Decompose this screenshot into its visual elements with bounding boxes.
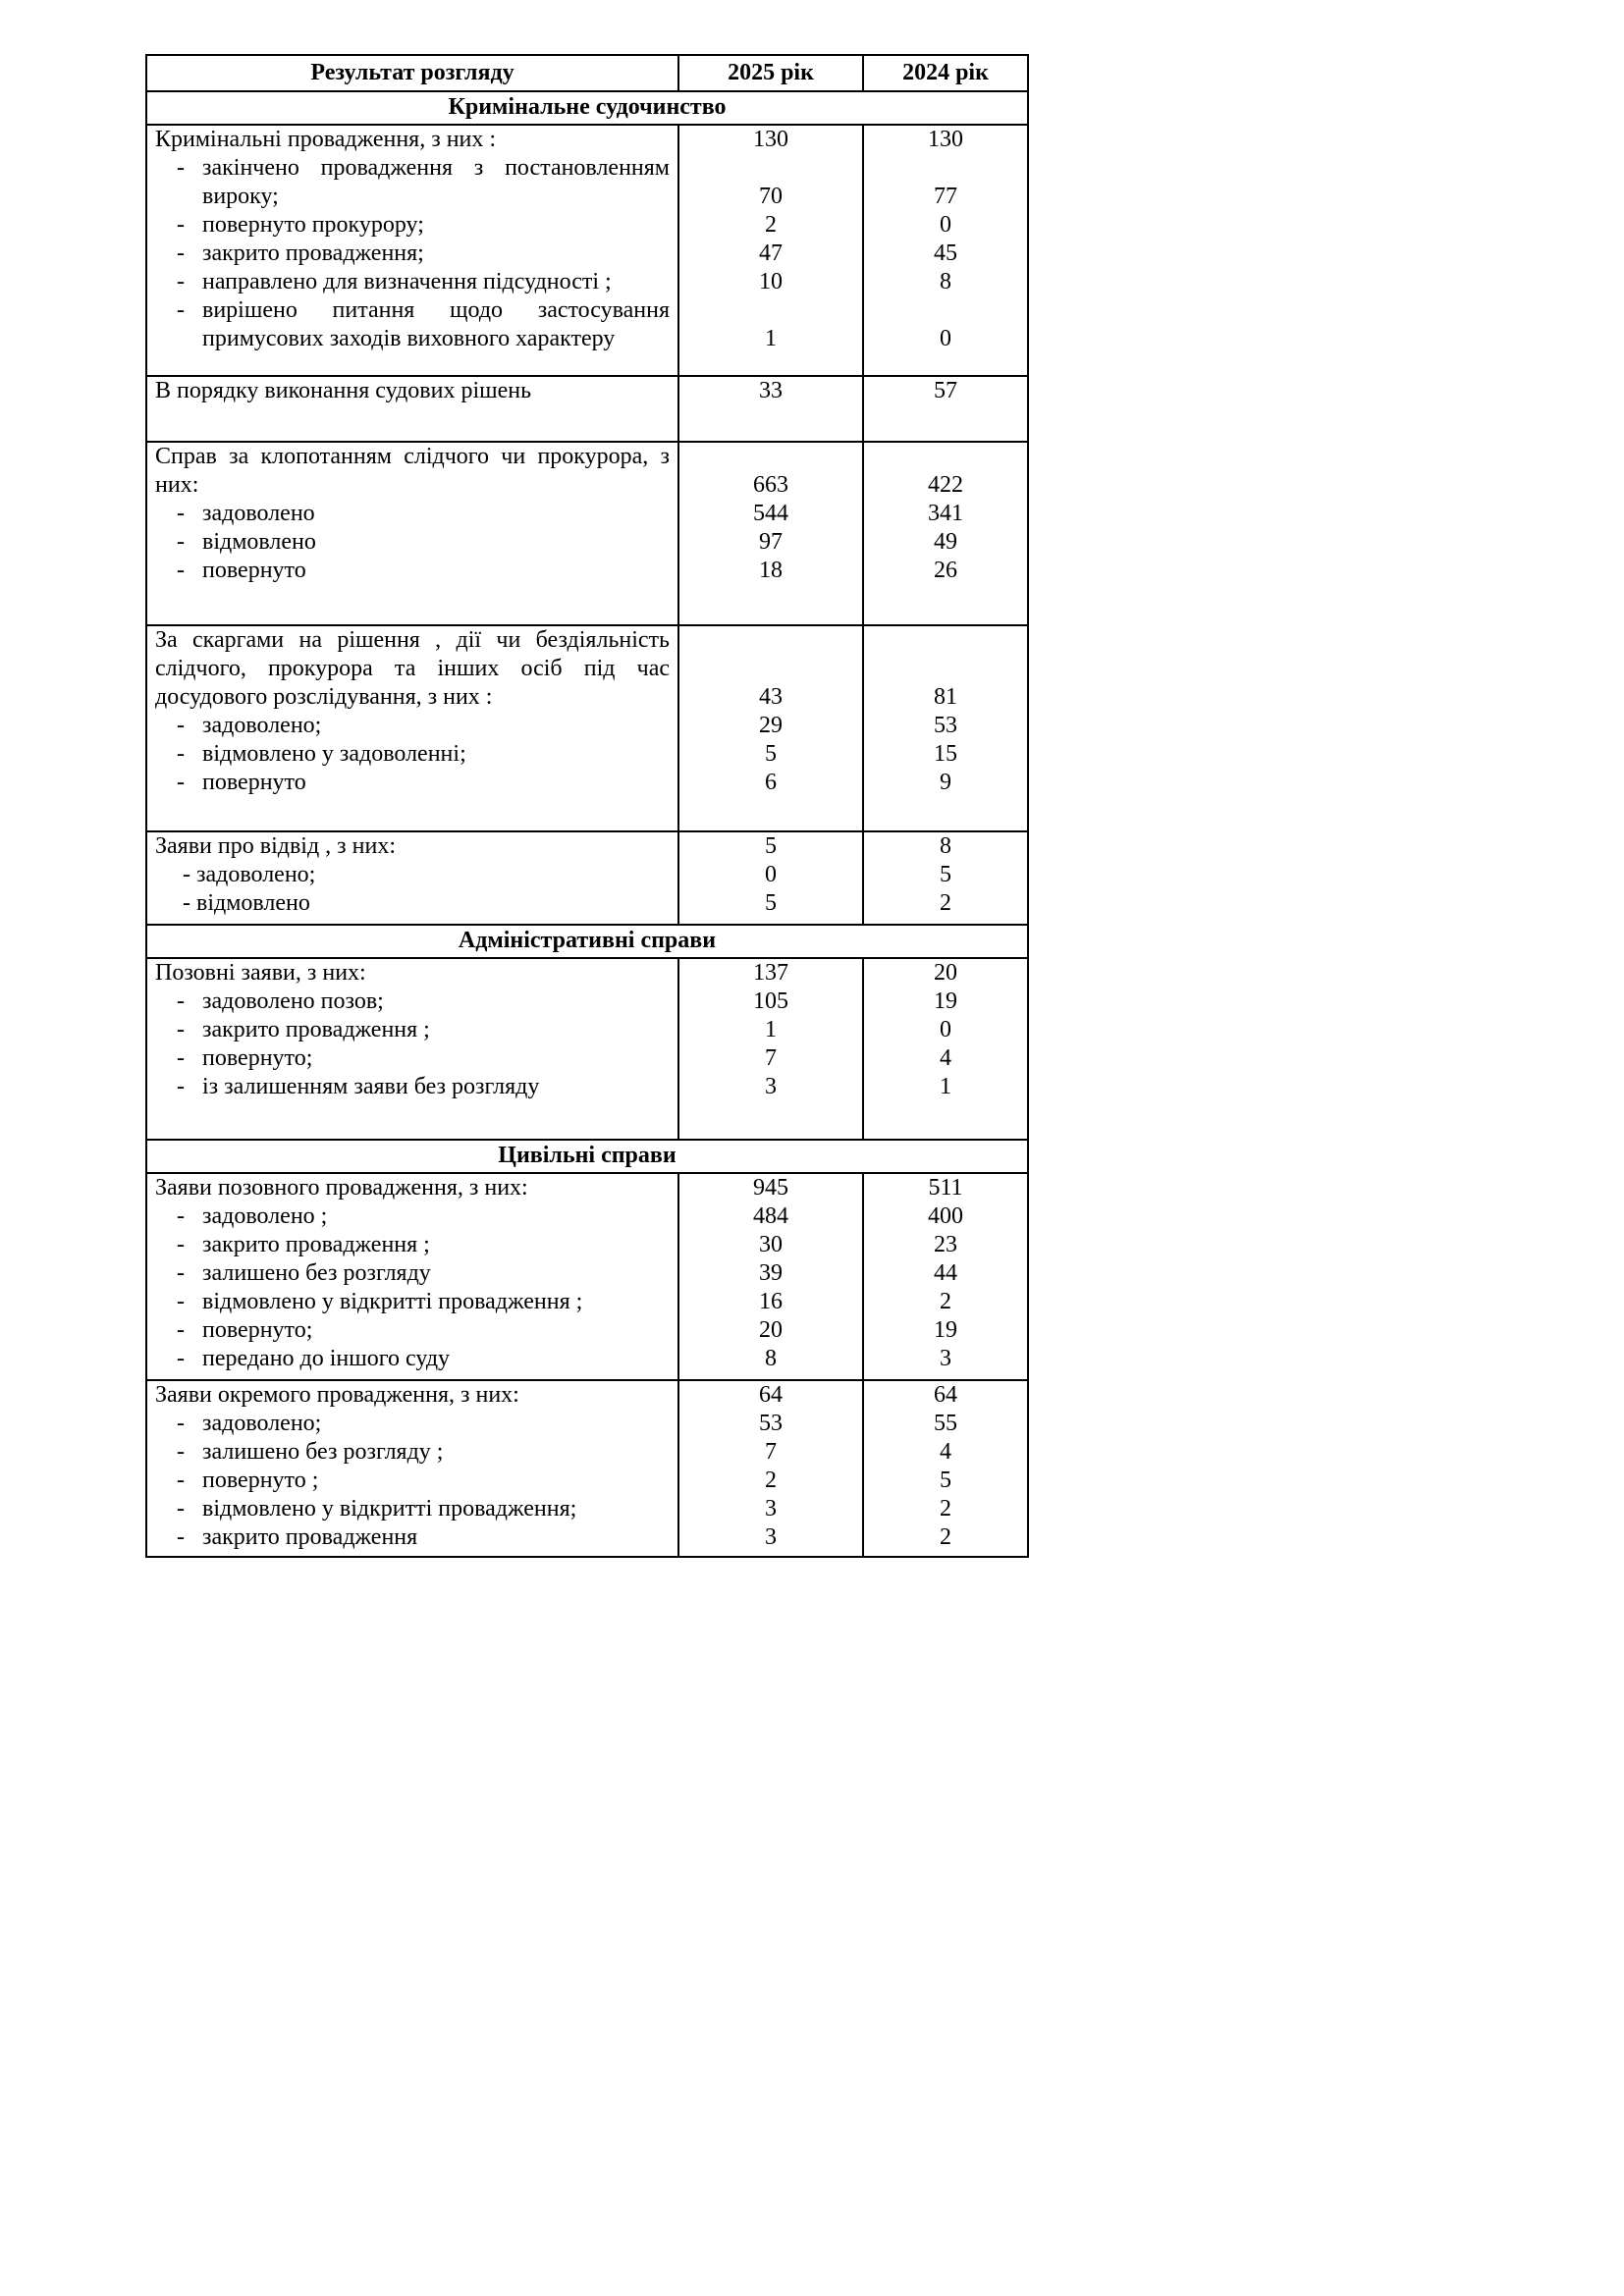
row-label: Заяви окремого провадження, з них: bbox=[155, 1382, 519, 1408]
value-2025: 97 bbox=[677, 528, 862, 557]
value-2025: 5 bbox=[677, 740, 862, 769]
table-block bbox=[147, 624, 1027, 830]
row-label-text: закрито провадження ; bbox=[202, 1232, 430, 1257]
dash-bullet: - bbox=[177, 713, 185, 738]
row-label-text: закрито провадження; bbox=[202, 240, 424, 266]
row-label bbox=[147, 1495, 677, 1523]
table-block bbox=[147, 375, 1027, 441]
value-2024: 400 bbox=[862, 1202, 1027, 1231]
dash-bullet: - bbox=[177, 1496, 185, 1522]
row-label-text: відмовлено у відкритті провадження; bbox=[202, 1496, 577, 1522]
value-2025: 105 bbox=[677, 988, 862, 1016]
row-label-text: задоволено; bbox=[202, 713, 322, 738]
value-2024: 20 bbox=[862, 959, 1027, 988]
value-2025: 3 bbox=[677, 1073, 862, 1101]
value-2025: 3 bbox=[677, 1495, 862, 1523]
value-2025: 663 bbox=[677, 443, 862, 500]
dash-bullet: - bbox=[177, 1045, 185, 1071]
value-2024: 0 bbox=[862, 296, 1027, 353]
table-block bbox=[147, 1379, 1027, 1556]
row-label bbox=[147, 1202, 677, 1231]
value-2024: 130 bbox=[862, 126, 1027, 154]
row-label-text: залишено без розгляду bbox=[202, 1260, 431, 1286]
row-label bbox=[147, 1410, 677, 1438]
row-label bbox=[147, 211, 677, 240]
value-spacer bbox=[862, 1552, 1027, 1556]
row-label bbox=[147, 1288, 677, 1316]
dash-bullet: - bbox=[177, 269, 185, 294]
value-2025: 945 bbox=[677, 1174, 862, 1202]
row-label-text: вирішено питання щодо застосування примусових заходів виховного характеру bbox=[202, 297, 670, 351]
row-label bbox=[147, 1016, 677, 1044]
value-2025: 544 bbox=[677, 500, 862, 528]
header-result-label: Результат розгляду bbox=[310, 60, 514, 85]
row-spacer bbox=[147, 405, 677, 441]
value-2024: 57 bbox=[862, 377, 1027, 405]
value-2024: 19 bbox=[862, 988, 1027, 1016]
row-label bbox=[147, 1438, 677, 1467]
dash-bullet: - bbox=[177, 988, 185, 1014]
table-block bbox=[147, 957, 1027, 1139]
row-label-text: повернуто; bbox=[202, 1045, 313, 1071]
value-2025: 64 bbox=[677, 1381, 862, 1410]
value-2025: 484 bbox=[677, 1202, 862, 1231]
dash-bullet: - bbox=[177, 1203, 185, 1229]
value-2024: 9 bbox=[862, 769, 1027, 797]
value-2025: 39 bbox=[677, 1259, 862, 1288]
header-year-2024: 2024 рік bbox=[862, 56, 1027, 90]
value-2025: 2 bbox=[677, 211, 862, 240]
value-2024: 511 bbox=[862, 1174, 1027, 1202]
row-label: Кримінальні провадження, з них : bbox=[155, 127, 497, 152]
value-2024: 2 bbox=[862, 1495, 1027, 1523]
dash-bullet: - bbox=[177, 558, 185, 583]
value-2025: 6 bbox=[677, 769, 862, 797]
row-label bbox=[147, 154, 677, 211]
value-2024: 8 bbox=[862, 832, 1027, 861]
value-2024: 422 bbox=[862, 443, 1027, 500]
value-spacer bbox=[677, 797, 862, 830]
dash-bullet: - bbox=[177, 770, 185, 795]
row-label-text: закрито провадження ; bbox=[202, 1017, 430, 1042]
value-2024: 64 bbox=[862, 1381, 1027, 1410]
row-label-text: повернуто прокурору; bbox=[202, 212, 424, 238]
row-label-text: відмовлено bbox=[202, 529, 316, 555]
row-label bbox=[147, 712, 677, 740]
dash-bullet: - bbox=[177, 741, 185, 767]
dash-bullet: - bbox=[177, 1232, 185, 1257]
value-spacer bbox=[677, 1552, 862, 1556]
value-2024: 2 bbox=[862, 889, 1027, 918]
value-spacer bbox=[862, 353, 1027, 375]
row-label-text: задоволено позов; bbox=[202, 988, 384, 1014]
row-label-text: закрито провадження bbox=[202, 1524, 418, 1550]
row-label bbox=[147, 988, 677, 1016]
value-spacer bbox=[677, 1101, 862, 1139]
value-2024: 1 bbox=[862, 1073, 1027, 1101]
row-label bbox=[147, 1316, 677, 1345]
value-2024: 3 bbox=[862, 1345, 1027, 1373]
row-label: За скаргами на рішення , дії чи бездіяльність слідчого, прокурора та інших осіб під час досудового розслідування, з них : bbox=[155, 627, 670, 710]
value-2025: 0 bbox=[677, 861, 862, 889]
value-2025: 29 bbox=[677, 712, 862, 740]
dash-bullet: - bbox=[177, 155, 185, 181]
dash-bullet: - bbox=[177, 1346, 185, 1371]
dash-bullet: - bbox=[177, 1524, 185, 1550]
value-2024: 0 bbox=[862, 1016, 1027, 1044]
dash-bullet: - bbox=[177, 297, 185, 323]
table-block bbox=[147, 1172, 1027, 1379]
value-2024: 45 bbox=[862, 240, 1027, 268]
value-spacer bbox=[862, 1101, 1027, 1139]
value-2025: 70 bbox=[677, 154, 862, 211]
row-label bbox=[147, 1467, 677, 1495]
value-2025: 137 bbox=[677, 959, 862, 988]
value-2024: 15 bbox=[862, 740, 1027, 769]
row-label-text: передано до іншого суду bbox=[202, 1346, 451, 1371]
table-header-row bbox=[147, 56, 1027, 90]
row-label-text: із залишенням заяви без розгляду bbox=[202, 1074, 540, 1099]
value-2025: 33 bbox=[677, 377, 862, 405]
row-label bbox=[147, 1523, 677, 1552]
value-2024: 81 bbox=[862, 626, 1027, 712]
row-label-text: задоволено ; bbox=[202, 1203, 328, 1229]
value-2024: 341 bbox=[862, 500, 1027, 528]
value-2024: 26 bbox=[862, 557, 1027, 585]
value-2025: 2 bbox=[677, 1467, 862, 1495]
value-2024: 49 bbox=[862, 528, 1027, 557]
value-2025: 8 bbox=[677, 1345, 862, 1373]
row-label bbox=[147, 769, 677, 797]
table-block bbox=[147, 830, 1027, 924]
value-spacer bbox=[677, 918, 862, 924]
row-label bbox=[147, 500, 677, 528]
value-2025: 3 bbox=[677, 1523, 862, 1552]
section-header: Адміністративні справи bbox=[147, 924, 1027, 957]
row-label: Справ за клопотанням слідчого чи прокурора, з них: bbox=[155, 444, 670, 498]
value-2025: 20 bbox=[677, 1316, 862, 1345]
value-2025: 30 bbox=[677, 1231, 862, 1259]
dash-bullet: - bbox=[177, 240, 185, 266]
value-2024: 5 bbox=[862, 1467, 1027, 1495]
row-label bbox=[147, 557, 677, 585]
row-label: Позовні заяви, з них: bbox=[155, 960, 366, 986]
row-label-text: відмовлено у відкритті провадження ; bbox=[202, 1289, 583, 1314]
dash-bullet: - bbox=[177, 1317, 185, 1343]
value-2024: 8 bbox=[862, 268, 1027, 296]
row-spacer bbox=[147, 1101, 677, 1139]
value-2025: 7 bbox=[677, 1044, 862, 1073]
value-2025: 5 bbox=[677, 889, 862, 918]
value-2025: 47 bbox=[677, 240, 862, 268]
value-2025: 7 bbox=[677, 1438, 862, 1467]
value-2025: 16 bbox=[677, 1288, 862, 1316]
row-spacer bbox=[147, 353, 677, 375]
row-label bbox=[147, 1073, 677, 1101]
section-header: Кримінальне судочинство bbox=[147, 90, 1027, 124]
dash-bullet: - bbox=[177, 1411, 185, 1436]
row-label bbox=[147, 1345, 677, 1373]
row-spacer bbox=[147, 1552, 677, 1556]
value-2024: 4 bbox=[862, 1044, 1027, 1073]
value-2024: 2 bbox=[862, 1288, 1027, 1316]
value-spacer bbox=[862, 1373, 1027, 1379]
row-spacer bbox=[147, 1373, 677, 1379]
row-label-text: повернуто ; bbox=[202, 1468, 319, 1493]
row-label-text: закінчено провадження з постановленням вироку; bbox=[202, 155, 670, 209]
row-label: Заяви позовного провадження, з них: bbox=[155, 1175, 528, 1201]
row-spacer bbox=[147, 918, 677, 924]
value-spacer bbox=[677, 353, 862, 375]
dash-bullet: - bbox=[177, 1468, 185, 1493]
dash-bullet: - bbox=[177, 1439, 185, 1465]
results-table bbox=[145, 54, 1029, 1558]
row-spacer bbox=[147, 797, 677, 830]
row-label bbox=[147, 740, 677, 769]
value-2024: 19 bbox=[862, 1316, 1027, 1345]
value-2024: 0 bbox=[862, 211, 1027, 240]
dash-bullet: - bbox=[177, 529, 185, 555]
value-2025: 18 bbox=[677, 557, 862, 585]
row-label-text: повернуто bbox=[202, 770, 306, 795]
dash-bullet: - bbox=[177, 501, 185, 526]
row-label bbox=[147, 528, 677, 557]
row-label: - задоволено; bbox=[183, 862, 316, 887]
value-2024: 4 bbox=[862, 1438, 1027, 1467]
header-year-2025: 2025 рік bbox=[677, 56, 862, 90]
dash-bullet: - bbox=[177, 212, 185, 238]
value-2024: 55 bbox=[862, 1410, 1027, 1438]
value-2025: 10 bbox=[677, 268, 862, 296]
value-spacer bbox=[862, 405, 1027, 441]
value-2025: 1 bbox=[677, 1016, 862, 1044]
value-2024: 77 bbox=[862, 154, 1027, 211]
row-label: Заяви про відвід , з них: bbox=[155, 833, 396, 859]
row-label bbox=[147, 1044, 677, 1073]
table-block bbox=[147, 441, 1027, 624]
value-2025: 5 bbox=[677, 832, 862, 861]
value-2024: 44 bbox=[862, 1259, 1027, 1288]
table-block bbox=[147, 124, 1027, 375]
dash-bullet: - bbox=[177, 1074, 185, 1099]
value-spacer bbox=[862, 918, 1027, 924]
section-header: Цивільні справи bbox=[147, 1139, 1027, 1172]
value-2025: 130 bbox=[677, 126, 862, 154]
row-label bbox=[147, 268, 677, 296]
row-label-text: відмовлено у задоволенні; bbox=[202, 741, 466, 767]
value-2024: 23 bbox=[862, 1231, 1027, 1259]
row-label-text: повернуто; bbox=[202, 1317, 313, 1343]
row-label bbox=[147, 240, 677, 268]
row-label-text: повернуто bbox=[202, 558, 306, 583]
value-2024: 2 bbox=[862, 1523, 1027, 1552]
dash-bullet: - bbox=[177, 1289, 185, 1314]
dash-bullet: - bbox=[177, 1260, 185, 1286]
value-spacer bbox=[677, 585, 862, 624]
value-2024: 5 bbox=[862, 861, 1027, 889]
row-label-text: задоволено; bbox=[202, 1411, 322, 1436]
value-spacer bbox=[862, 585, 1027, 624]
row-label-text: направлено для визначення підсудності ; bbox=[202, 269, 612, 294]
row-label-text: задоволено bbox=[202, 501, 315, 526]
row-label: В порядку виконання судових рішень bbox=[155, 378, 532, 403]
value-2025: 43 bbox=[677, 626, 862, 712]
row-spacer bbox=[147, 585, 677, 624]
value-spacer bbox=[677, 1373, 862, 1379]
row-label bbox=[147, 296, 677, 353]
row-label-text: залишено без розгляду ; bbox=[202, 1439, 444, 1465]
value-2025: 53 bbox=[677, 1410, 862, 1438]
row-label: - відмовлено bbox=[183, 890, 310, 916]
value-spacer bbox=[862, 797, 1027, 830]
row-label bbox=[147, 1231, 677, 1259]
value-2024: 53 bbox=[862, 712, 1027, 740]
value-spacer bbox=[677, 405, 862, 441]
value-2025: 1 bbox=[677, 296, 862, 353]
dash-bullet: - bbox=[177, 1017, 185, 1042]
row-label bbox=[147, 1259, 677, 1288]
